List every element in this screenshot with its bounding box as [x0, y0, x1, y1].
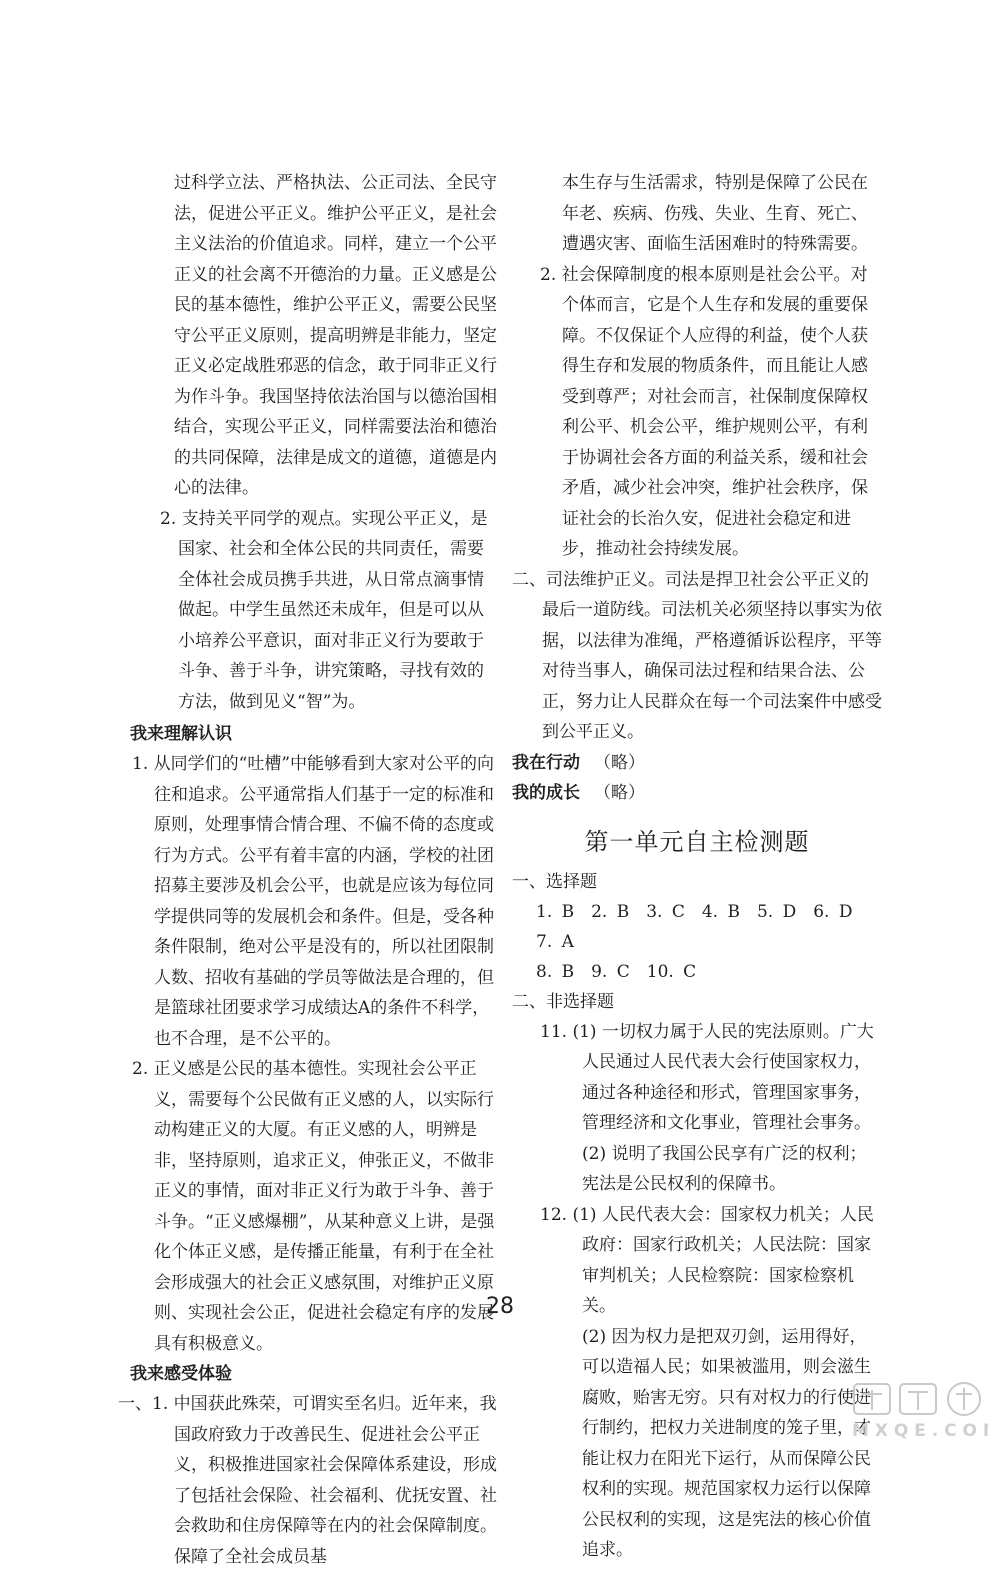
left-paragraph-5: 一、1. 中国获此殊荣，可谓实至名归。近年来，我国政府致力于改善民生、促进社会公平正义，积极推进国家社会保障体系建设，形成了包括社会保险、社会福利、优抚安置、社会救助和住房保障等在内的社会保障制度。保障了全社会成员基	[118, 1394, 497, 1567]
section-heading-experience: 我来感受体验	[130, 1364, 232, 1384]
answer-row-1: 1. B 2. B 3. C 4. B 5. D 6. D 7. A	[536, 901, 870, 952]
unit-test-title: 第一单元自主检测题	[584, 827, 810, 856]
section-heading-action	[512, 748, 882, 778]
section-heading-growth	[512, 778, 882, 808]
left-paragraph-4: 2. 正义感是公民的基本德性。实现社会公平正义，需要每个公民做有正义感的人，以实际行动构建正义的大厦。有正义感的人，明辨是非，坚持原则，追求正义，伸张正义，不做非正义的事情，面对非正义行为敢于斗争、善于斗争。“正义感爆棚”，从某种意义上讲，是强化个体正义感，是传播正能量，有利于在全社会形成强大的社会正义感氛围，对维护正义原则、实现社会公正，促进社会稳定有序的发展具有积极意义。	[132, 1059, 495, 1354]
section-non-choice: 二、非选择题	[512, 991, 614, 1012]
right-column	[512, 168, 882, 1566]
question-12-part-1: 12. (1) 人民代表大会：国家权力机关；人民政府：国家行政机关；人民法院：国家审判机关；人民检察院：国家检察机关。	[540, 1204, 874, 1316]
left-paragraph-3: 1. 从同学们的“吐槽”中能够看到大家对公平的向往和追求。公平通常指人们基于一定的标准和原则，处理事情合情合理、不偏不倚的态度或行为方式。公平有着丰富的内涵，学校的社团招募主要涉及机会公平，也就是应该为每位同学提供同等的发展机会和条件。但是，受各种条件限制，绝对公平是没有的，所以社团限制人数、招收有基础的学员等做法是合理的，但是篮球社团要求学习成绩达A的条件不科学，也不合理，是不公平的。	[132, 754, 495, 1049]
right-paragraph-3: 二、司法维护正义。司法是捍卫社会公平正义的最后一道防线。司法机关必须坚持以事实为依据，以法律为准绳，严格遵循诉讼程序，平等对待当事人，确保司法过程和结果合法、公正，努力让人民群众在每一个司法案件中感受到公平正义。	[512, 569, 882, 742]
question-11-part-1: 11. (1) 一切权力属于人民的宪法原则。广大人民通过人民代表大会行使国家权力，通过各种途径和形式，管理国家事务，管理经济和文化事业，管理社会事务。	[540, 1021, 874, 1133]
svg-text:M X Q E . C O M: M X Q E . C O M	[852, 1421, 988, 1441]
section-multiple-choice: 一、选择题	[512, 871, 597, 892]
answer-row-2: 8. B 9. C 10. C	[536, 961, 697, 982]
left-paragraph-1: 过科学立法、严格执法、公正司法、全民守法，促进公平正义。维护公平正义，是社会主义法治的价值追求。同样，建立一个公平正义的社会离不开德治的力量。正义感是公民的基本德性，维护公平正义，需要公民坚守公平正义原则，提高明辨是非能力，坚定正义必定战胜邪恶的信念，敢于同非正义行为作斗争。我国坚持依法治国与以德治国相结合，实现公平正义，同样需要法治和德治的共同保障，法律是成文的道德，道德是内心的法律。	[174, 173, 497, 498]
section-heading-growth-label: 我的成长	[512, 782, 580, 803]
left-column	[118, 168, 500, 1572]
watermark-logo-icon	[848, 1380, 988, 1442]
section-heading-action-label: 我在行动	[512, 752, 580, 773]
question-12-part-2: (2) 因为权力是把双刃剑，运用得好，可以造福人民；如果被滥用，则会滋生腐败，贻害无穷。只有对权力的行使进行制约，把权力关进制度的笼子里，才能让权力在阳光下运行，从而保障公民权利的实现。规范国家权力运行以保障公民权利的实现，这是宪法的核心价值追求。	[582, 1326, 871, 1560]
right-paragraph-1: 本生存与生活需求，特别是保障了公民在年老、疾病、伤残、失业、生育、死亡、遭遇灾害、面临生活困难时的特殊需要。	[562, 173, 868, 254]
right-paragraph-2: 2. 社会保障制度的根本原则是社会公平。对个体而言，它是个人生存和发展的重要保障。不仅保证个人应得的利益，使个人获得生存和发展的物质条件，而且能让人感受到尊严；对社会而言，社保制度保障权利公平、机会公平，维护规则公平，有利于协调社会各方面的利益关系，缓和社会矛盾，减少社会冲突，维护社会秩序，保证社会的长治久安，促进社会稳定和进步，推动社会持续发展。	[540, 264, 868, 559]
page-number: 28	[486, 1294, 514, 1319]
watermark-logo	[848, 1380, 988, 1442]
section-heading-growth-note: （略）	[594, 782, 645, 803]
question-11-part-2: (2) 说明了我国公民享有广泛的权利；宪法是公民权利的保障书。	[582, 1143, 867, 1194]
section-heading-understand: 我来理解认识	[130, 724, 232, 744]
section-heading-action-note: （略）	[594, 752, 645, 773]
left-paragraph-2: 2. 支持关平同学的观点。实现公平正义，是国家、社会和全体公民的共同责任，需要全体社会成员携手共进，从日常点滴事情做起。中学生虽然还未成年，但是可以从小培养公平意识，面对非正义行为要敢于斗争、善于斗争，讲究策略，寻找有效的方法，做到见义“智”为。	[160, 508, 488, 712]
